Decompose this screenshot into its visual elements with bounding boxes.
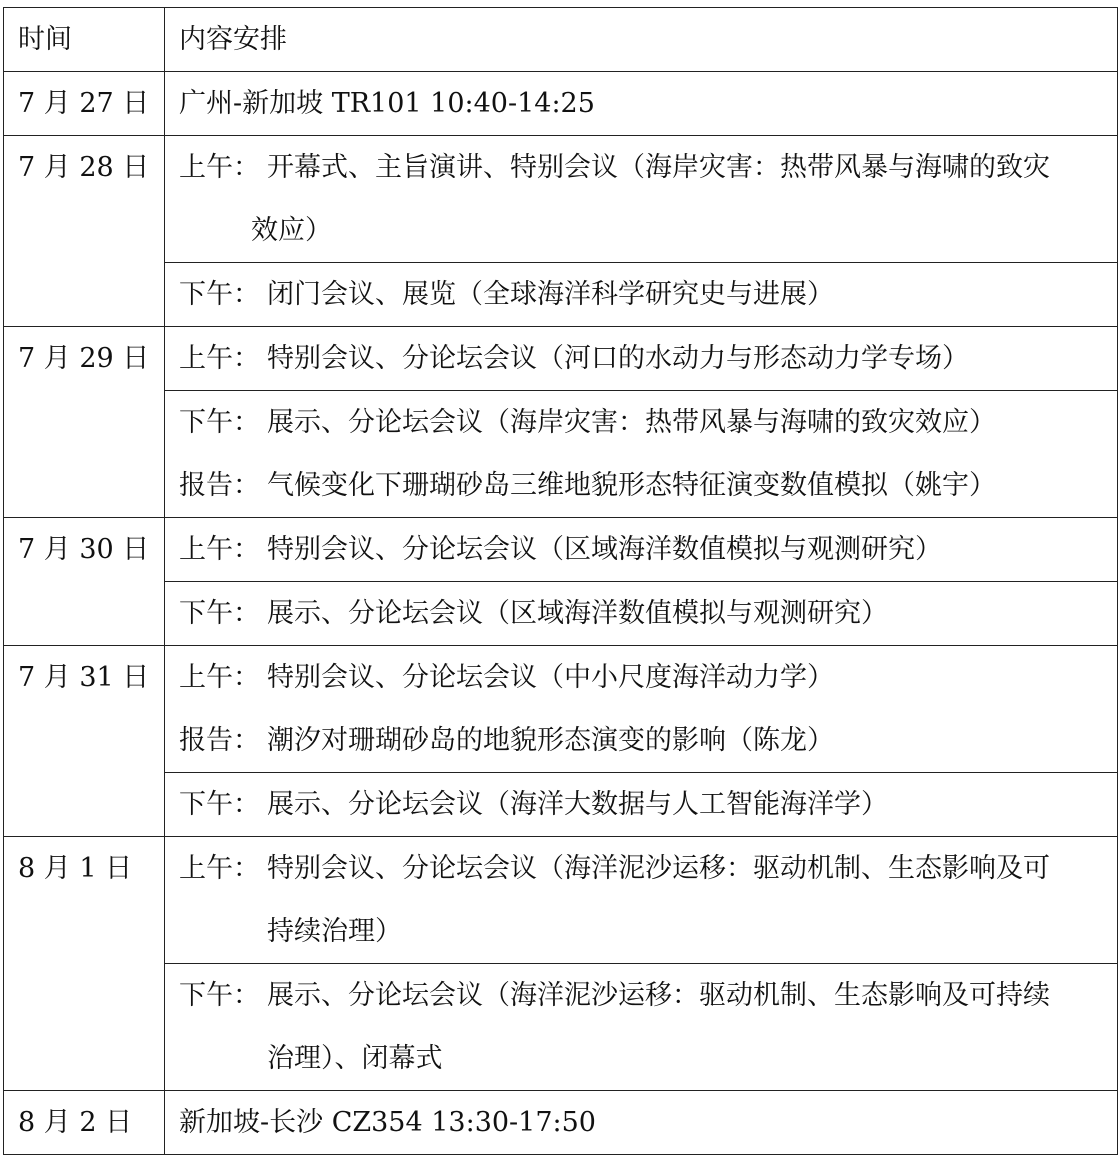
schedule-line	[179, 518, 1111, 581]
date-cell: 8 月 1 日	[4, 837, 165, 1091]
date-cell: 8 月 2 日	[4, 1091, 165, 1155]
content-cell	[165, 72, 1118, 136]
content-cell	[165, 964, 1118, 1091]
session-text: 展示、分论坛会议（海洋大数据与人工智能海洋学）	[267, 789, 888, 820]
table-row	[4, 72, 1118, 136]
session-text: 展示、分论坛会议（海洋泥沙运移：驱动机制、生态影响及可持续	[267, 980, 1050, 1011]
content-cell	[165, 263, 1118, 327]
session-prefix: 上午：	[179, 534, 260, 565]
content-cell	[165, 582, 1118, 646]
session-text: 开幕式、主旨演讲、特别会议（海岸灾害：热带风暴与海啸的致灾	[267, 152, 1050, 183]
table-row	[4, 136, 1118, 263]
session-text: 特别会议、分论坛会议（区域海洋数值模拟与观测研究）	[267, 534, 942, 565]
report-text: 潮汐对珊瑚砂岛的地貌形态演变的影响（陈龙）	[267, 725, 834, 756]
schedule-line	[179, 837, 1111, 900]
schedule-table	[3, 7, 1118, 1155]
schedule-text: 广州-新加坡 TR101 10:40-14:25	[179, 88, 595, 119]
table-row	[4, 837, 1118, 964]
session-text: 特别会议、分论坛会议（河口的水动力与形态动力学专场）	[267, 343, 969, 374]
table-row	[4, 773, 1118, 837]
date-cell: 7 月 29 日	[4, 327, 165, 518]
schedule-line	[179, 136, 1111, 199]
schedule-line	[179, 773, 1111, 836]
table-row	[4, 646, 1118, 773]
session-prefix: 上午：	[179, 152, 260, 183]
schedule-line	[179, 964, 1111, 1027]
table-row	[4, 518, 1118, 582]
report-text: 气候变化下珊瑚砂岛三维地貌形态特征演变数值模拟（姚宇）	[267, 470, 996, 501]
session-text: 闭门会议、展览（全球海洋科学研究史与进展）	[267, 279, 834, 310]
session-text-continued: 治理）、闭幕式	[267, 1043, 443, 1074]
schedule-line	[179, 391, 1111, 454]
header-time: 时间	[4, 8, 165, 72]
session-prefix: 上午：	[179, 662, 260, 693]
date-cell: 7 月 30 日	[4, 518, 165, 646]
report-prefix: 报告：	[179, 470, 260, 501]
session-prefix: 下午：	[179, 279, 260, 310]
content-cell	[165, 1091, 1118, 1155]
schedule-text: 新加坡-长沙 CZ354 13:30-17:50	[179, 1107, 596, 1138]
session-text-continued: 效应）	[251, 215, 332, 246]
report-line	[179, 709, 1111, 772]
session-prefix: 下午：	[179, 598, 260, 629]
table-row	[4, 327, 1118, 391]
table-header-row	[4, 8, 1118, 72]
report-line	[179, 454, 1111, 517]
content-cell	[165, 646, 1118, 773]
table-row	[4, 1091, 1118, 1155]
content-cell	[165, 136, 1118, 263]
session-text: 特别会议、分论坛会议（中小尺度海洋动力学）	[267, 662, 834, 693]
report-prefix: 报告：	[179, 725, 260, 756]
content-cell	[165, 391, 1118, 518]
session-prefix: 上午：	[179, 853, 260, 884]
content-cell	[165, 327, 1118, 391]
schedule-line	[179, 646, 1111, 709]
session-prefix: 下午：	[179, 407, 260, 438]
schedule-line	[179, 327, 1111, 390]
table-row	[4, 391, 1118, 518]
session-text: 展示、分论坛会议（海岸灾害：热带风暴与海啸的致灾效应）	[267, 407, 996, 438]
date-cell: 7 月 27 日	[4, 72, 165, 136]
content-cell	[165, 518, 1118, 582]
schedule-line	[179, 582, 1111, 645]
content-cell	[165, 773, 1118, 837]
table-row	[4, 582, 1118, 646]
header-content: 内容安排	[165, 8, 1118, 72]
table-row	[4, 263, 1118, 327]
table-row	[4, 964, 1118, 1091]
schedule-line	[179, 263, 1111, 326]
session-text: 特别会议、分论坛会议（海洋泥沙运移：驱动机制、生态影响及可	[267, 853, 1050, 884]
session-prefix: 下午：	[179, 980, 260, 1011]
date-cell: 7 月 31 日	[4, 646, 165, 837]
session-prefix: 下午：	[179, 789, 260, 820]
content-cell	[165, 837, 1118, 964]
date-cell: 7 月 28 日	[4, 136, 165, 327]
session-text: 展示、分论坛会议（区域海洋数值模拟与观测研究）	[267, 598, 888, 629]
session-prefix: 上午：	[179, 343, 260, 374]
session-text-continued: 持续治理）	[267, 916, 402, 947]
